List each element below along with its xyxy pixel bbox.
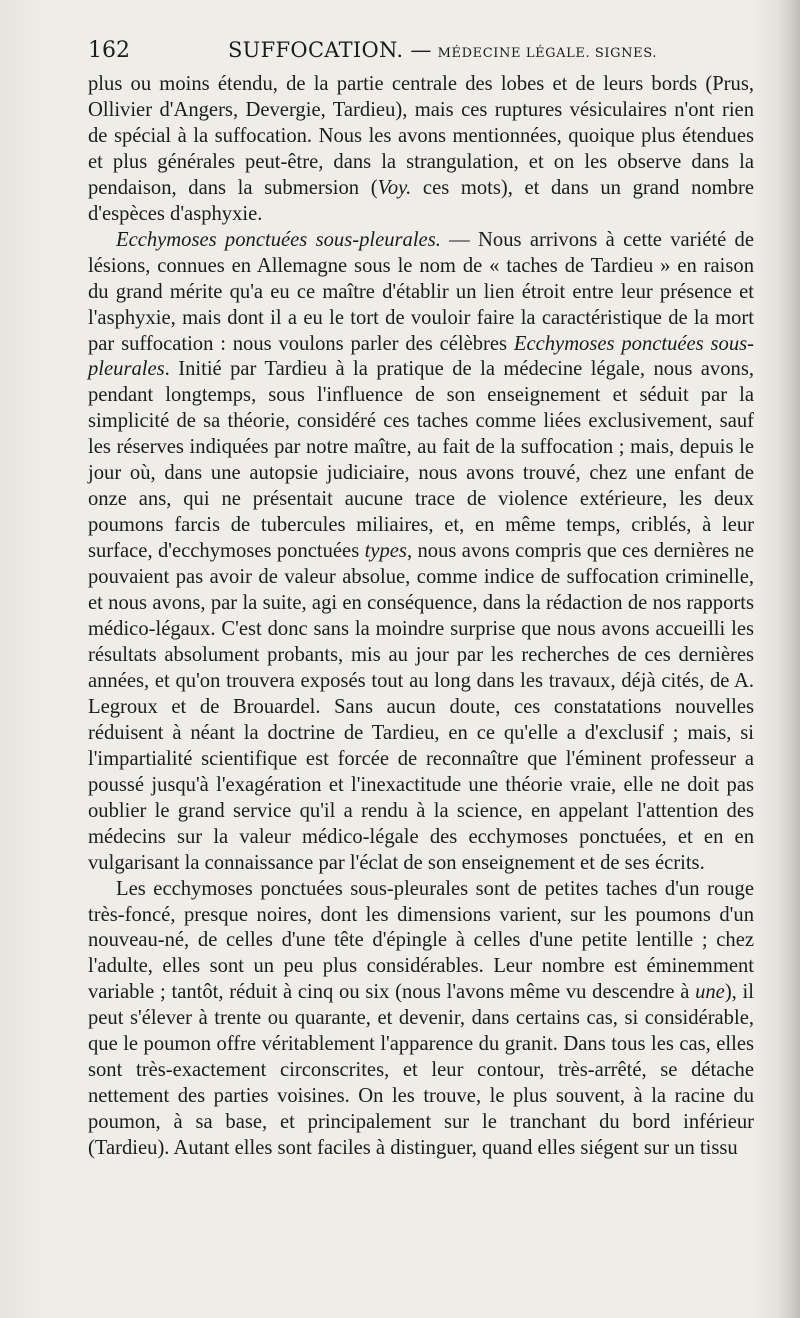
paragraph-1-text: plus ou moins étendu, de la partie centrale des lobes et de leurs bords (Prus, Ollivier d'Angers, Devergie, Tardieu), mais ces ruptures vésiculaires n'ont rien de spécial à la suffocation. Nous les avons mentionnées, quoique plus étendues et plus générales peut-être, dans la strangulation, et on les observe dans la pendaison, dans la submersion ( [88,73,754,199]
paragraph-1-end: ces mots), et dans un grand nombre d'espèces d'asphyxie. [88,176,754,225]
paragraph-2-text-a: — Nous arrivons à cette variété de lésions, connues en Allemagne sous le nom de « taches de Tardieu » en raison du grand mérite qu'a eu ce maître d'établir un lien étroit entre leur présence et l'asphyxie, mais dont il a eu le tort de vouloir faire la caractéristique de la mort par suffocation : nous voulons parler des célèbres [88,228,754,355]
paragraph-2-text-c: , nous avons compris que ces dernières ne pouvaient pas avoir de valeur absolue, comme indice de suffocation criminelle, et nous avons, par la suite, agi en conséquence, dans la rédaction de nos rapports médico-légaux. C'est donc sans la moindre surprise que nous avons accueilli les résultats absolument probants, mis au jour par les recherches de ces dernières années, et qu'on trouvera exposés tout au long dans les travaux, déjà cités, de A. Legroux et de Brouardel. Sans aucun doute, ces constatations nouvelles réduisent à néant la doctrine de Tardieu, en ce qu'elle a d'exclusif ; mais, si l'impartialité scientifique est forcée de reconnaître que l'éminent professeur a poussé jusqu'à l'exagération et l'inexactitude une théorie vraie, elle ne doit pas oublier le grand service qu'il a rendu à la science, en appelant l'attention des médecins sur la valeur médico-légale des ecchymoses ponctuées, et en en vulgarisant la connaissance par l'éclat de son enseignement et de ses écrits. [88,540,754,874]
page-number: 162 [88,38,130,63]
paragraph-3-text-a: Les ecchymoses ponctuées sous-pleurales sont de petites taches d'un rouge très-foncé, presque noires, dont les dimensions varient, sur les poumons d'un nouveau-né, de celles d'une tête d'épingle à celles d'une petite lentille ; chez l'adulte, elles sont un peu plus considérables. Leur nombre est éminemment variable ; tantôt, réduit à cinq ou six (nous l'avons même vu descendre à [88,877,754,1004]
section-heading: Ecchymoses ponctuées sous-pleurales. [116,228,441,251]
paragraph-2-text-b: . Initié par Tardieu à la pratique de la médecine légale, nous avons, pendant longtemps, sous l'influence de son enseignement et séduit par la simplicité de sa théorie, considéré ces taches comme liées exclusivement, sauf les réserves indiquées par notre maître, au fait de la suffocation ; mais, depuis le jour où, dans une autopsie judiciaire, nous avons trouvé, chez une enfant de onze ans, qui ne présentait aucune trace de violence extérieure, les deux poumons farcis de tubercules miliaires, et, en même temps, criblés, à leur surface, d'ecchymoses ponctuées [88,358,754,563]
paragraph-2 [88,228,754,877]
running-subtitle: MÉDECINE LÉGALE. SIGNES. [437,46,657,61]
body-text [88,72,754,1162]
voy-reference: Voy. [377,176,412,199]
running-header [88,38,768,68]
paragraph-3-text-b: ), il peut s'élever à trente ou quarante, et devenir, dans certains cas, si considérable, que le poumon offre véritablement l'apparence du granit. Dans tous les cas, elles sont très-exactement circonscrites, et leur contour, très-arrêté, se détache nettement des parties voisines. On les trouve, le plus souvent, à la racine du poumon, à sa base, et principalement sur le tranchant du bord inférieur (Tardieu). Autant elles sont faciles à distinguer, quand elles siégent sur un tissu [88,981,754,1160]
page-gutter-shadow [778,0,800,1318]
paragraph-3 [88,877,754,1162]
paragraph-2-emphasis: Ecchymoses ponctuées sous-pleurales [88,332,754,381]
running-title: SUFFOCATION. — [228,38,432,62]
une-emphasis: une [695,981,725,1004]
paragraph-1 [88,72,754,228]
types-emphasis: types [364,540,407,563]
